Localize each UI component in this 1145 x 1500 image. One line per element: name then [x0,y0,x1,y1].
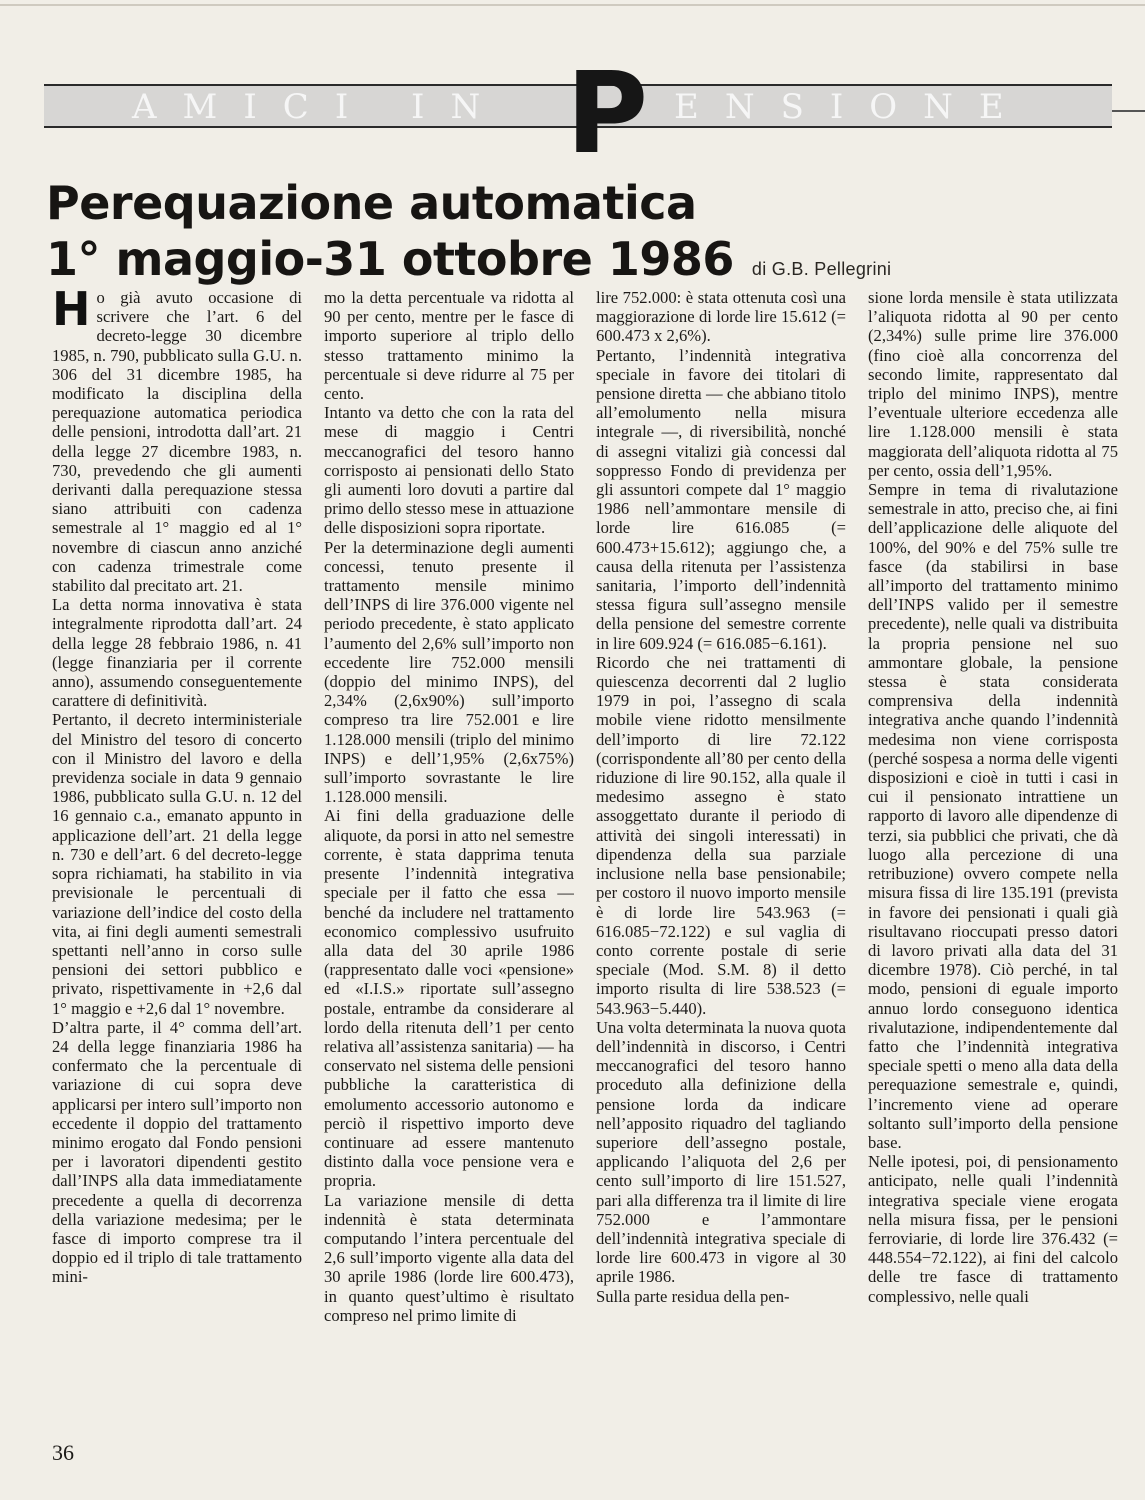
article-title-line1: Perequazione automatica [46,176,697,230]
paragraph: sione lorda mensile è stata utilizzata l’aliquota ridotta al 90 per cento (2,34%) sulle prime lire 376.000 (fino cioè alla concorrenza del secondo limite, rappresentato dal triplo del minimo INPS), mentre l’eventuale ulteriore eccedenza alle lire 1.128.000 mensili è stata maggiorata dell’aliquota ridotta al 75 per cento, ossia dell’1,95%. [868,288,1118,480]
banner-edge-rule [1112,110,1145,112]
paragraph: Nelle ipotesi, poi, di pensionamento anticipato, nelle quali l’indennità integrativa speciale viene erogata nella misura fissa, per le pensioni ferroviarie, di lorde lire 376.432 (= 448.554−72.122), ai fini del calcolo delle tre fasce di trattamento complessivo, nelle quali [868,1152,1118,1306]
text-column-3 [596,288,846,1413]
article-title [46,175,1106,297]
page-number: 36 [52,1440,74,1465]
paragraph: mo la detta percentuale va ridotta al 90 per cento, mentre per le fasce di importo superiore al triplo dello stesso trattamento minimo la percentuale si deve ridurre al 75 per cento. [324,288,574,404]
text-column-1 [52,288,302,1413]
section-banner-right-text: ENSIONE [674,87,1030,127]
paragraph: lire 752.000: è stata ottenuta così una maggiorazione di lorde lire 15.612 (= 600.473 x 2,6%). [596,288,846,346]
paragraph: D’altra parte, il 4° comma dell’art. 24 della legge finanziaria 1986 ha confermato che la percentuale di variazione di cui sopra deve applicarsi per intero sull’importo non eccedente il doppio del trattamento minimo erogato dal Fondo pensioni per i lavoratori dipendenti gestito dall’INPS alla data immediatamente precedente a quella di decorrenza della variazione medesima; per le fasce di importo comprese tra il doppio ed il triplo di tale trattamento mini- [52,1017,302,1287]
paragraph: Sulla parte residua della pen- [596,1286,790,1306]
paragraph: Per la determinazione degli aumenti concessi, tenuto presente il trattamento mensile minimo dell’INPS di lire 376.000 vigente nel periodo precedente, è stato applicato l’aumento del 2,6% sull’importo non eccedente lire 752.000 mensili (doppio del minimo INPS), del 2,34% (2,6x90%) sull’importo compreso tra lire 752.001 e lire 1.128.000 mensili (triplo del minimo INPS) e dell’1,95% (2,6x75%) sull’importo sovrastante le lire 1.128.000 mensili. [324,537,574,807]
section-banner-left-text: AMICI IN [132,87,507,127]
drop-cap: H [52,288,91,336]
paragraph: La variazione mensile di detta indennità è stata determinata computando l’intera percentuale del 2,6 sull’importo vigente alla data del 30 aprile 1986 (lorde lire 600.473), in quanto quest’ultimo è risultato compreso nel primo limite di [324,1190,574,1325]
paragraph-text: o già avuto occasione di scrivere che l’art. 6 del decreto-legge 30 dicembre 1985, n. 790, pubblicato sulla G.U. n. 306 del 31 dicembre 1985, ha modificato la disciplina della perequazione automatica periodica delle pensioni, introdotta dall’art. 21 della legge 27 dicembre 1983, n. 730, prevedendo che gli aumenti derivanti dalla perequazione stessa siano attribuiti con cadenza semestrale al 1° maggio ed al 1° novembre di ciascun anno anziché con cadenza trimestrale come stabilito dal precitato art. 21. [52,288,302,596]
top-edge-rule [0,4,1145,6]
section-banner-initial: P [566,49,649,179]
paragraph [52,288,302,595]
paragraph: Pertanto, l’indennità integrativa speciale in favore dei titolari di pensione diretta — che abbiano titolo all’emolumento nella misura integrale —, di riversibilità, nonché di assegni vitalizi già concessi dal soppresso Fondo di previdenza per gli assuntori compete dal 1° maggio 1986 nell’ammontare mensile di lorde lire 616.085 (= 600.473+15.612); aggiungo che, a causa della ritenuta per l’assistenza sanitaria, l’importo dell’indennità stessa figura sull’assegno mensile della pensione del semestre corrente in lire 609.924 (= 616.085−6.161). [596,345,846,653]
text-column-2 [324,288,574,1413]
paragraph: Pertanto, il decreto interministeriale del Ministro del tesoro di concerto con il Ministro del lavoro e della previdenza sociale in data 9 gennaio 1986, pubblicato sulla G.U. n. 12 del 16 gennaio c.a., emanato appunto in applicazione dell’art. 21 della legge n. 730 e dell’art. 6 del decreto-legge sopra richiamati, ha stabilito in via previsionale le percentuali di variazione dell’indice del costo della vita, ai fini degli aumenti semestrali spettanti nell’anno in corso sulle pensioni dei settori pubblico e privato, rispettivamente in +2,6 dal 1° maggio e +2,6 dal 1° novembre. [52,710,302,1018]
article-title-line2: 1° maggio-31 ottobre 1986 [46,232,734,286]
paragraph: La detta norma innovativa è stata integralmente riprodotta dall’art. 24 della legge 28 febbraio 1986, n. 41 (legge finanziaria per il corrente anno), assumendo conseguentemente carattere di definitività. [52,595,302,711]
text-column-4 [868,288,1118,1413]
paragraph: Ricordo che nei trattamenti di quiescenza decorrenti dal 2 luglio 1979 in poi, l’assegno di scala mobile viene ridotto mensilmente dell’importo di lire 72.122 (corrispondente all’80 per cento della riduzione di lire 90.152, alla quale il medesimo assegno è stato assoggettato durante il periodo di attività dei singoli interessati) in dipendenza della sua parziale inclusione nella base pensionabile; per costoro il nuovo importo mensile è di lorde lire 543.963 (= 616.085−72.122) e sul vaglia di conto corrente postale di serie speciale (Mod. S.M. 8) il detto importo risulta di lire 538.523 (= 543.963−5.440). [596,652,846,1018]
paragraph: Intanto va detto che con la rata del mese di maggio i Centri meccanografici del tesoro hanno corrisposto ai pensionati dello Stato gli aumenti loro dovuti a partire dal primo dello stesso mese in attuazione delle disposizioni sopra riportate. [324,403,574,538]
paragraph: Una volta determinata la nuova quota dell’indennità in discorso, i Centri meccanografici del tesoro hanno proceduto alla definizione della pensione lorda da indicare nell’apposito riquadro del tagliando superiore dell’assegno postale, applicando l’aliquota del 2,6 per cento sull’importo di lire 151.527, pari alla differenza tra il limite di lire 752.000 e l’ammontare dell’indennità integrativa speciale di lorde lire 600.473 in vigore al 30 aprile 1986. [596,1017,846,1287]
paragraph: Sempre in tema di rivalutazione semestrale in atto, preciso che, ai fini dell’applicazione delle aliquote del 100%, del 90% e del 75% sulle tre fasce (da stabilirsi in base all’importo del trattamento minimo dell’INPS valido per il semestre precedente), nelle quali va distribuita la propria pensione nel suo ammontare globale, la pensione stessa è stata considerata comprensiva della indennità integrativa anche quando l’indennità medesima non viene corrisposta (perché sospesa a norma delle vigenti disposizioni e cioè in tutti i casi in cui il pensionato intrattiene un rapporto di lavoro alle dipendenze di terzi, sia pubblici che privati, che dà luogo alla percezione di una retribuzione) ovvero compete nella misura fissa di lire 135.191 (prevista in favore dei pensionati i quali già risultavano rioccupati presso datori di lavoro privati alla data del 31 dicembre 1978). Ciò perché, in tal modo, pensioni di eguale importo annuo lordo conseguono identica rivalutazione, indipendentemente dal fatto che l’indennità integrativa speciale spetti o meno alla data della perequazione semestrale e, quindi, l’incremento viene ad operare soltanto sull’importo della pensione base. [868,480,1118,1152]
article-byline: di G.B. Pellegrini [751,259,892,279]
paragraph: Ai fini della graduazione delle aliquote, da porsi in atto nel semestre corrente, è stata dapprima tenuta presente l’indennità integrativa speciale per il fatto che essa — benché da includere nel trattamento economico complessivo usufruito alla data del 30 aprile 1986 (rappresentato dalle voci «pensione» ed «I.I.S.» riportate sull’assegno postale, entrambe da considerare al lordo della ritenuta dell’1 per cento relativa all’assistenza sanitaria) — ha conservato nel sistema delle pensioni pubbliche la caratteristica di emolumento accessorio autonomo e perciò il rispettivo importo deve continuare ad essere mantenuto distinto dalla voce pensione vera e propria. [324,806,574,1191]
